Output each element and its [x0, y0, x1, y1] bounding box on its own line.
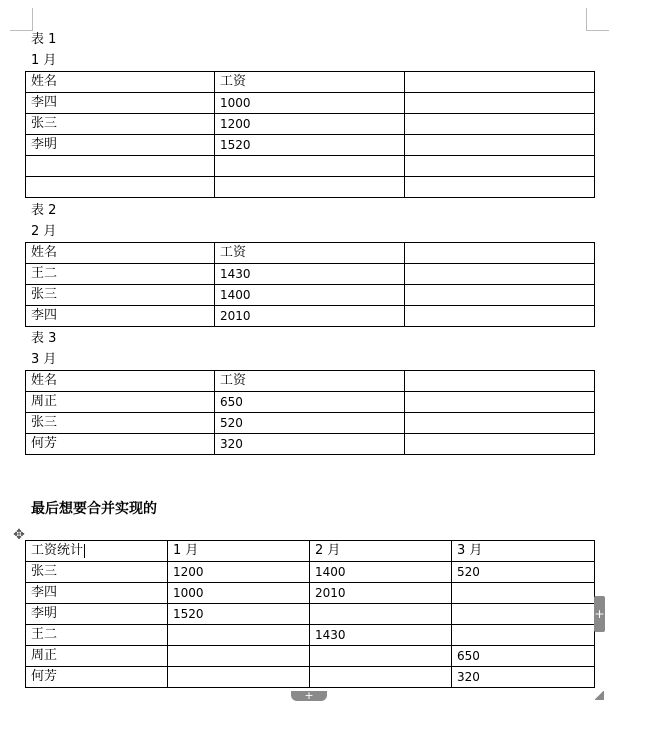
- table-cell[interactable]: [405, 285, 595, 306]
- table-cell[interactable]: 姓名: [26, 72, 215, 93]
- table1-month: 1 月: [31, 53, 57, 68]
- table-row: [26, 583, 595, 604]
- table-row: [26, 392, 595, 413]
- table-cell[interactable]: 周正: [26, 646, 168, 667]
- table2-month: 2 月: [31, 224, 57, 239]
- table-cell[interactable]: 李四: [26, 306, 215, 327]
- table-cell[interactable]: [168, 646, 310, 667]
- table-cell[interactable]: 张三: [26, 114, 215, 135]
- table-row: [26, 306, 595, 327]
- table-cell[interactable]: 姓名: [26, 243, 215, 264]
- table-cell[interactable]: 1200: [168, 562, 310, 583]
- table-cell[interactable]: 李明: [26, 604, 168, 625]
- table3-month: 3 月: [31, 352, 57, 367]
- move-table-icon[interactable]: ✥: [13, 527, 25, 543]
- table-row: [26, 646, 595, 667]
- table-cell[interactable]: 1 月: [168, 541, 310, 562]
- table-cell[interactable]: 1520: [215, 135, 405, 156]
- table-cell[interactable]: 2010: [215, 306, 405, 327]
- table-cell[interactable]: [405, 156, 595, 177]
- table-cell[interactable]: [405, 243, 595, 264]
- table-cell[interactable]: 1400: [310, 562, 452, 583]
- page-corner-mark-top-right: [586, 8, 609, 31]
- table-cell[interactable]: 王二: [26, 625, 168, 646]
- table-row: [26, 177, 595, 198]
- table3-caption: 表 3: [31, 331, 57, 346]
- table-cell[interactable]: 1000: [215, 93, 405, 114]
- table-3: [25, 370, 595, 455]
- table-header-row: [26, 541, 595, 562]
- table-cell[interactable]: [310, 667, 452, 688]
- table-cell[interactable]: 1430: [215, 264, 405, 285]
- add-row-icon[interactable]: +: [291, 691, 327, 701]
- table-cell[interactable]: 李明: [26, 135, 215, 156]
- table-cell[interactable]: [405, 93, 595, 114]
- table-cell[interactable]: 1000: [168, 583, 310, 604]
- table-cell[interactable]: [405, 392, 595, 413]
- table-cell[interactable]: [405, 413, 595, 434]
- table-cell[interactable]: [405, 114, 595, 135]
- table-cell[interactable]: 520: [452, 562, 595, 583]
- add-column-icon[interactable]: +: [594, 596, 605, 632]
- table-cell[interactable]: 张三: [26, 413, 215, 434]
- table-row: [26, 156, 595, 177]
- table-cell[interactable]: 320: [215, 434, 405, 455]
- resize-table-icon[interactable]: [595, 691, 604, 700]
- table-cell[interactable]: [26, 156, 215, 177]
- table-row: [26, 114, 595, 135]
- table-header-row: [26, 72, 595, 93]
- table-cell[interactable]: [405, 135, 595, 156]
- table-1: [25, 71, 595, 198]
- merged-table: [25, 540, 595, 688]
- table-cell[interactable]: 张三: [26, 562, 168, 583]
- table-cell[interactable]: [310, 646, 452, 667]
- merged-heading: 最后想要合并实现的: [31, 501, 157, 517]
- table-cell[interactable]: 650: [452, 646, 595, 667]
- table-cell[interactable]: 工资: [215, 243, 405, 264]
- table-header-row: [26, 243, 595, 264]
- table-row: [26, 264, 595, 285]
- table-cell[interactable]: [405, 371, 595, 392]
- table-cell[interactable]: [405, 264, 595, 285]
- table-cell[interactable]: [168, 667, 310, 688]
- table-cell[interactable]: 1520: [168, 604, 310, 625]
- table-cell[interactable]: 1430: [310, 625, 452, 646]
- table-cell[interactable]: [215, 156, 405, 177]
- table-cell[interactable]: 1400: [215, 285, 405, 306]
- table-header-row: [26, 371, 595, 392]
- text-cursor: [84, 544, 85, 558]
- table-row: [26, 93, 595, 114]
- table1-caption: 表 1: [31, 32, 57, 47]
- table-cell[interactable]: [452, 604, 595, 625]
- table-row: [26, 562, 595, 583]
- table-row: [26, 285, 595, 306]
- table-cell[interactable]: [405, 72, 595, 93]
- table-2: [25, 242, 595, 327]
- table-cell[interactable]: 1200: [215, 114, 405, 135]
- table-cell[interactable]: [26, 177, 215, 198]
- table-cell[interactable]: 2010: [310, 583, 452, 604]
- table-row: [26, 625, 595, 646]
- table-cell[interactable]: 工资: [215, 72, 405, 93]
- table-row: [26, 667, 595, 688]
- table-cell[interactable]: [215, 177, 405, 198]
- table-cell[interactable]: 何芳: [26, 667, 168, 688]
- table-cell[interactable]: 姓名: [26, 371, 215, 392]
- table-cell[interactable]: 320: [452, 667, 595, 688]
- table-row: [26, 135, 595, 156]
- table-cell[interactable]: 周正: [26, 392, 215, 413]
- page-corner-mark-top-left: [10, 8, 33, 31]
- table-cell[interactable]: [452, 625, 595, 646]
- table-cell[interactable]: [26, 541, 168, 562]
- table-row: [26, 434, 595, 455]
- table-cell[interactable]: [168, 625, 310, 646]
- table-cell[interactable]: 王二: [26, 264, 215, 285]
- table-cell[interactable]: [310, 604, 452, 625]
- table-cell[interactable]: 520: [215, 413, 405, 434]
- table-row: [26, 413, 595, 434]
- table-row: [26, 604, 595, 625]
- table-cell[interactable]: 650: [215, 392, 405, 413]
- table-cell[interactable]: [405, 177, 595, 198]
- table-cell[interactable]: 李四: [26, 583, 168, 604]
- table-cell[interactable]: [452, 583, 595, 604]
- table-cell[interactable]: 2 月: [310, 541, 452, 562]
- table-cell[interactable]: [405, 306, 595, 327]
- table2-caption: 表 2: [31, 203, 57, 218]
- table-cell[interactable]: 李四: [26, 93, 215, 114]
- table-cell[interactable]: [405, 434, 595, 455]
- table-cell[interactable]: 何芳: [26, 434, 215, 455]
- table-cell[interactable]: 张三: [26, 285, 215, 306]
- table-cell[interactable]: 工资: [215, 371, 405, 392]
- table-cell[interactable]: 3 月: [452, 541, 595, 562]
- cell-text: 工资统计: [31, 543, 84, 558]
